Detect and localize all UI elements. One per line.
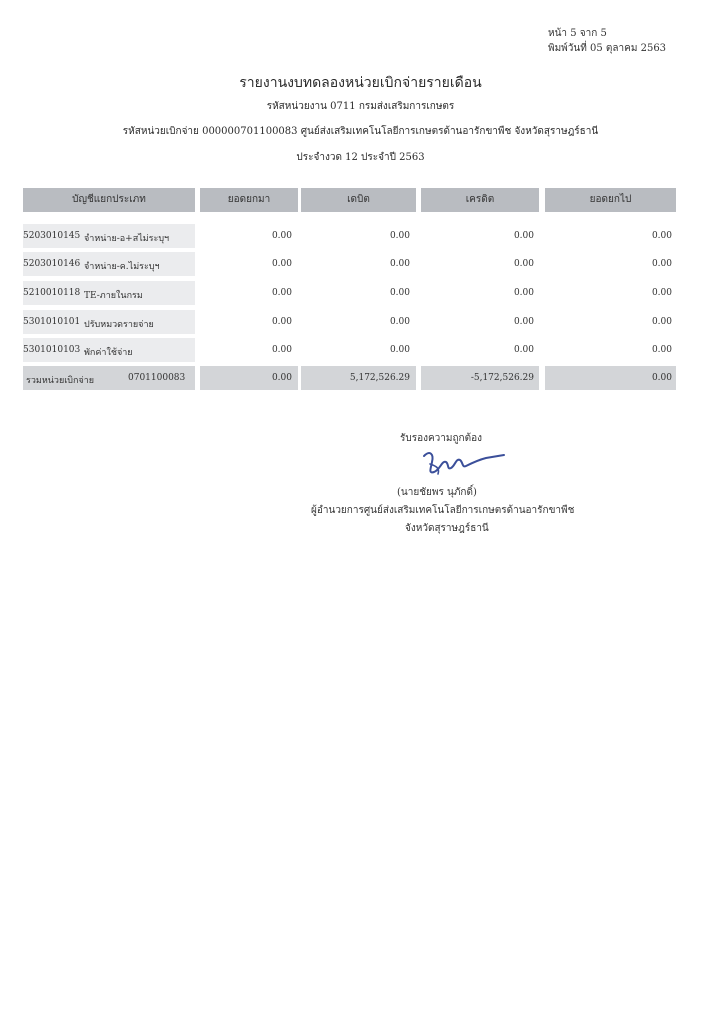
account-name: ปรับหมวดรายจ่าย (84, 320, 154, 330)
credit-value: 0.00 (513, 317, 534, 327)
report-title: รายงานงบทดลองหน่วยเบิกจ่ายรายเดือน (239, 75, 482, 91)
credit-value: 0.00 (513, 259, 534, 269)
opening-value: 0.00 (271, 317, 292, 327)
signer-province: จังหวัดสุราษฎร์ธานี (405, 523, 489, 534)
closing-value: 0.00 (651, 345, 672, 355)
handwritten-signature (420, 444, 510, 482)
account-name: จำหน่าย-ค.ไม่ระบุฯ (84, 262, 160, 272)
disbursing-unit-line: รหัสหน่วยเบิกจ่าย 000000701100083 ศูนย์ส่งเสริมเทคโนโลยีการเกษตรด้านอารักขาพืช จังหวัดสุราษฎร์ธานี (122, 126, 599, 137)
account-name: TE-ภายในกรม (84, 291, 143, 301)
debit-value: 0.00 (389, 317, 410, 327)
total-label: รวมหน่วยเบิกจ่าย (26, 376, 95, 386)
opening-value: 0.00 (271, 259, 292, 269)
period-line: ประจำงวด 12 ประจำปี 2563 (296, 152, 425, 163)
opening-value: 0.00 (271, 345, 292, 355)
certification-text: รับรองความถูกต้อง (400, 433, 482, 444)
account-code: 5203010145 (23, 231, 81, 241)
debit-value: 0.00 (389, 231, 410, 241)
header-debit: เดบิต (301, 188, 416, 212)
account-name: พักค่าใช้จ่าย (84, 348, 133, 358)
total-credit: -5,172,526.29 (470, 373, 534, 383)
print-date: พิมพ์วันที่ 05 ตุลาคม 2563 (548, 43, 667, 54)
debit-value: 0.00 (389, 288, 410, 298)
account-code: 5301010103 (23, 345, 81, 355)
debit-value: 0.00 (389, 259, 410, 269)
credit-value: 0.00 (513, 231, 534, 241)
header-account: บัญชีแยกประเภท (23, 188, 195, 212)
closing-value: 0.00 (651, 288, 672, 298)
total-debit: 5,172,526.29 (349, 373, 410, 383)
closing-value: 0.00 (651, 259, 672, 269)
agency-line: รหัสหน่วยงาน 0711 กรมส่งเสริมการเกษตร (266, 101, 455, 112)
account-code: 5210010118 (23, 288, 81, 298)
credit-value: 0.00 (513, 288, 534, 298)
page-number: หน้า 5 จาก 5 (548, 28, 607, 39)
account-code: 5301010101 (23, 317, 81, 327)
header-closing: ยอดยกไป (545, 188, 676, 212)
account-name: จำหน่าย-อ+สไม่ระบุฯ (84, 234, 170, 244)
account-code: 5203010146 (23, 259, 81, 269)
header-credit: เครดิต (421, 188, 539, 212)
debit-value: 0.00 (389, 345, 410, 355)
header-opening: ยอดยกมา (200, 188, 298, 212)
closing-value: 0.00 (651, 317, 672, 327)
total-opening: 0.00 (271, 373, 292, 383)
signer-name: (นายชัยพร นุภักดิ์) (397, 487, 477, 498)
signer-position: ผู้อำนวยการศูนย์ส่งเสริมเทคโนโลยีการเกษตรด้านอารักขาพืช (311, 505, 575, 516)
total-unit-code: 0701100083 (128, 373, 186, 383)
total-closing: 0.00 (651, 373, 672, 383)
credit-value: 0.00 (513, 345, 534, 355)
opening-value: 0.00 (271, 231, 292, 241)
closing-value: 0.00 (651, 231, 672, 241)
opening-value: 0.00 (271, 288, 292, 298)
